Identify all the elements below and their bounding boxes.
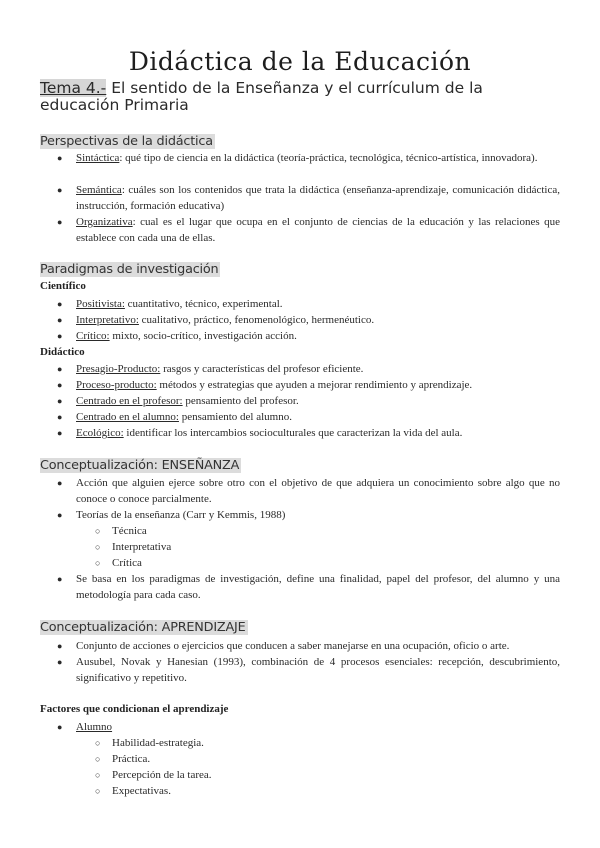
list-item: ● Proceso-producto: métodos y estrategias que ayuden a mejorar rendimiento y aprendizaje. <box>57 379 473 391</box>
subheading-factores: Factores que condicionan el aprendizaje <box>40 703 229 715</box>
sub-list-item: ○ Interpretativa <box>95 541 172 553</box>
subheading-didactico: Didáctico <box>40 346 85 358</box>
sub-list-item: ○ Expectativas. <box>95 785 171 797</box>
list-item: ● Crítico: mixto, socio-crítico, investigación acción. <box>57 330 297 342</box>
list-item: ● Alumno <box>57 721 113 733</box>
list-item: ● Interpretativo: cualitativo, práctico, fenomenológico, hermenéutico. <box>57 314 375 326</box>
list-item: ● Ecológico: identificar los intercambios socioculturales que caracterizan la vida del aula. <box>57 427 463 439</box>
list-item: ● Conjunto de acciones o ejercicios que conducen a saber manejarse en una ocupación, oficio o arte. <box>57 640 510 652</box>
topic-heading <box>40 80 565 114</box>
list-item: ● Ausubel, Novak y Hanesian (1993), combinación de 4 procesos esenciales: recepción, descubrimiento, significativo y repetitivo. <box>57 656 560 684</box>
list-item: ● Teorías de la enseñanza (Carr y Kemmis, 1988) <box>57 509 286 521</box>
section-heading-paradigmas: Paradigmas de investigación <box>40 262 219 277</box>
section-heading-perspectivas: Perspectivas de la didáctica <box>40 134 213 149</box>
list-item: ● Positivista: cuantitativo, técnico, experimental. <box>57 298 283 310</box>
topic-label: Tema 4.- <box>40 79 107 97</box>
list-item: ● Sintáctica: qué tipo de ciencia en la didáctica (teoría-práctica, tecnológica, técnico-artística, innovadora). <box>57 152 538 164</box>
sub-list-item: ○ Técnica <box>95 525 147 537</box>
subheading-cientifico: Científico <box>40 280 86 292</box>
list-item: ● Semántica: cuáles son los contenidos que trata la didáctica (enseñanza-aprendizaje, comunicación didáctica, instrucción, formación educativa) <box>57 184 560 212</box>
list-item: ● Centrado en el alumno: pensamiento del alumno. <box>57 411 292 423</box>
page-title: Didáctica de la Educación <box>128 47 472 76</box>
list-item: ● Centrado en el profesor: pensamiento del profesor. <box>57 395 299 407</box>
section-heading-aprendizaje: Conceptualización: APRENDIZAJE <box>40 620 246 635</box>
section-heading-ensenanza: Conceptualización: ENSEÑANZA <box>40 458 240 473</box>
list-item: ● Acción que alguien ejerce sobre otro con el objetivo de que adquiera un conocimiento sobre algo que no conoce o conoce parcialmente. <box>57 477 560 505</box>
sub-list-item: ○ Percepción de la tarea. <box>95 769 212 781</box>
list-item: ● Se basa en los paradigmas de investigación, define una finalidad, papel del profesor, del alumno y una metodología para cada caso. <box>57 573 560 601</box>
sub-list-item: ○ Práctica. <box>95 753 151 765</box>
topic-text: El sentido de la Enseñanza y el currículum de la educación Primaria <box>40 79 483 114</box>
sub-list-item: ○ Habilidad-estrategia. <box>95 737 204 749</box>
list-item: ● Presagio-Producto: rasgos y características del profesor eficiente. <box>57 363 364 375</box>
list-item: ● Organizativa: cual es el lugar que ocupa en el conjunto de ciencias de la educación y las relaciones que establece con cada una de ellas. <box>57 216 560 244</box>
sub-list-item: ○ Crítica <box>95 557 142 569</box>
